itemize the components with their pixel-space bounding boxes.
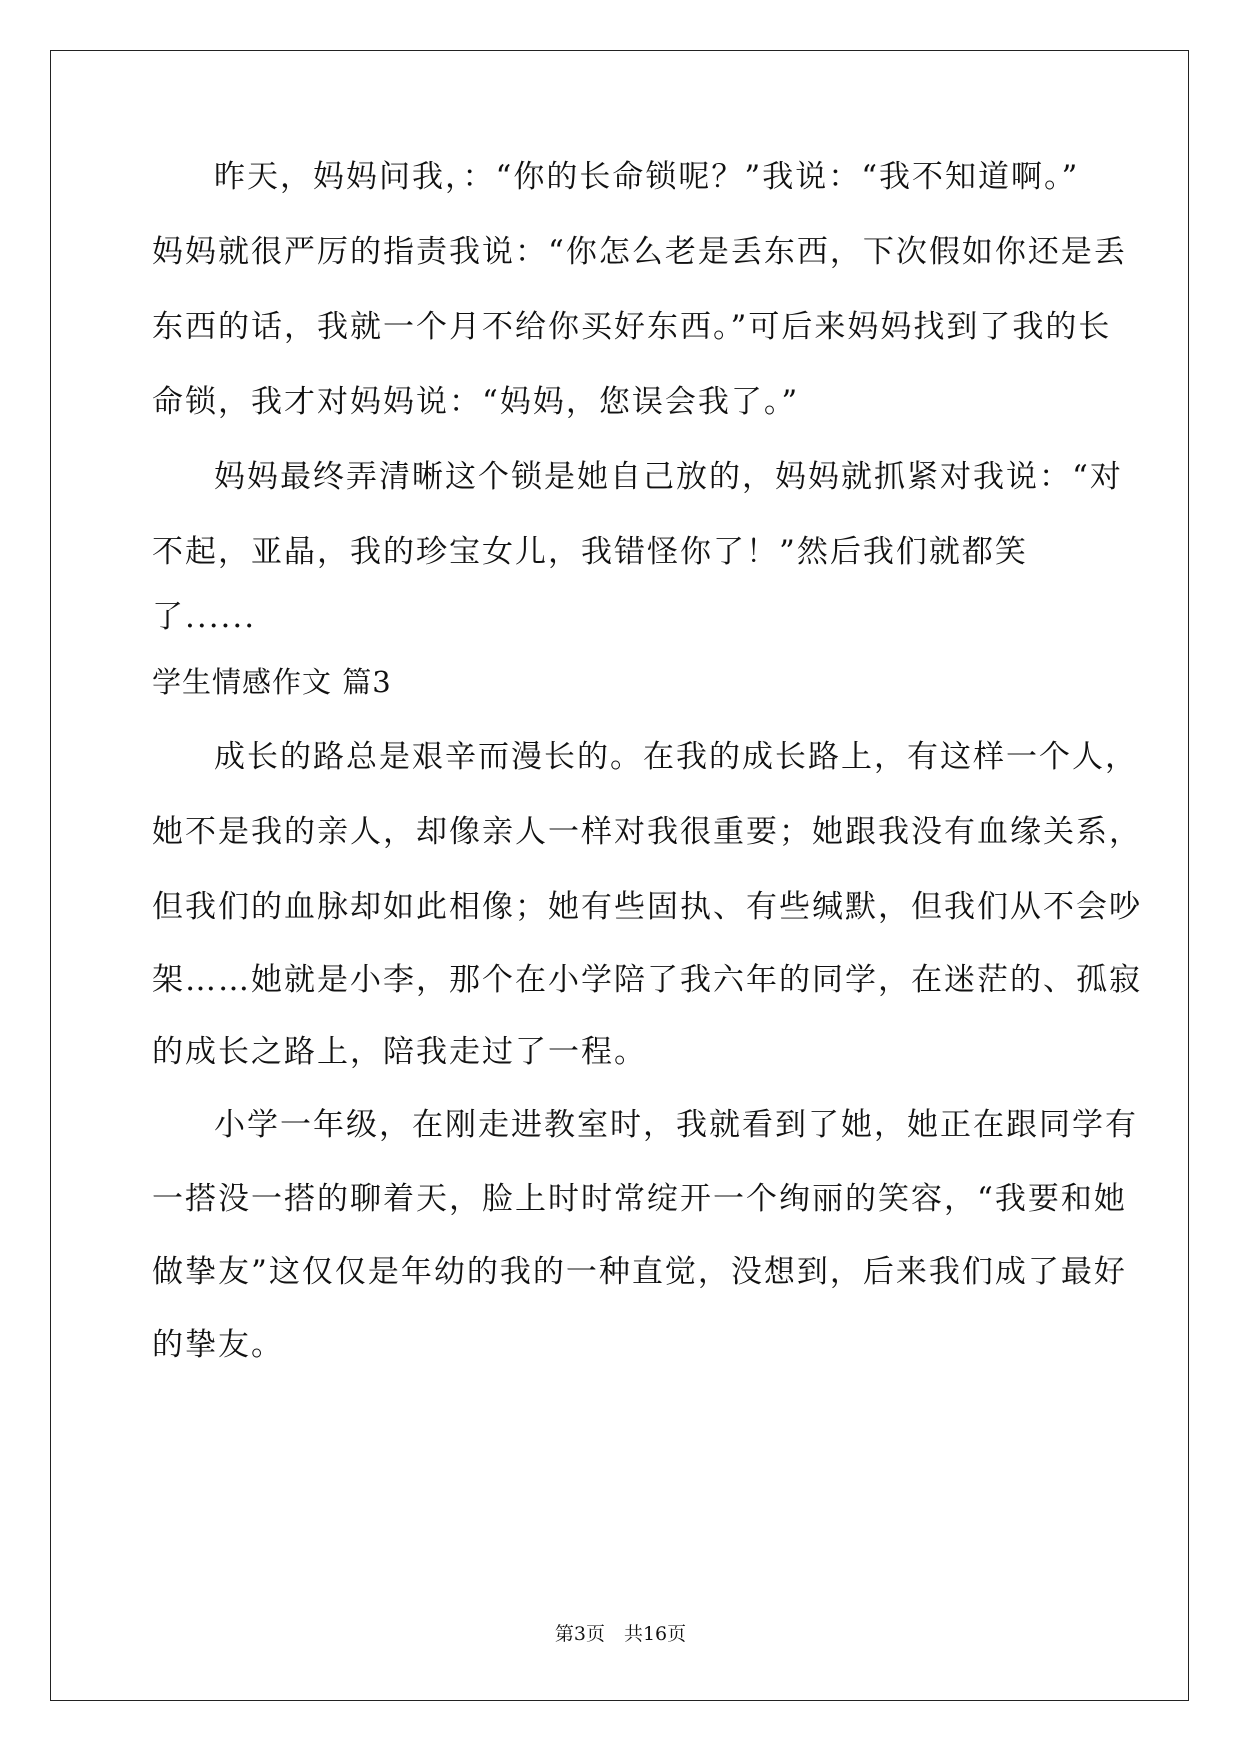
text-line: 的挚友。	[152, 1327, 284, 1363]
text-line: 小学一年级，在刚走进教室时，我就看到了她，她正在跟同学有	[214, 1107, 1138, 1143]
text-line: 做挚友”这仅仅是年幼的我的一种直觉，没想到，后来我们成了最好	[152, 1254, 1127, 1290]
text-line: 妈妈就很严厉的指责我说：“你怎么老是丢东西，下次假如你还是丢	[152, 234, 1127, 270]
text-line: 她不是我的亲人，却像亲人一样对我很重要；她跟我没有血缘关系，	[152, 814, 1142, 850]
text-line: 的成长之路上，陪我走过了一程。	[152, 1034, 647, 1070]
text-line: 一搭没一搭的聊着天，脸上时时常绽开一个绚丽的笑容，“我要和她	[152, 1181, 1127, 1217]
text-line: 了......	[152, 599, 257, 635]
text-line: 不起，亚晶，我的珍宝女儿，我错怪你了！”然后我们就都笑	[152, 534, 1028, 570]
page-number: 第3页 共16页	[554, 1623, 687, 1645]
text-line: 妈妈最终弄清晰这个锁是她自己放的，妈妈就抓紧对我说：“对	[214, 459, 1123, 495]
text-line: 东西的话，我就一个月不给你买好东西。”可后来妈妈找到了我的长	[152, 309, 1112, 345]
page-border	[50, 50, 1189, 1701]
section-heading: 学生情感作文 篇3	[152, 665, 392, 699]
text-line: 命锁，我才对妈妈说：“妈妈，您误会我了。”	[152, 384, 800, 420]
text-line: 成长的路总是艰辛而漫长的。在我的成长路上，有这样一个人，	[214, 739, 1138, 775]
text-line: 架……她就是小李，那个在小学陪了我六年的同学，在迷茫的、孤寂	[152, 962, 1142, 998]
text-line: 但我们的血脉却如此相像；她有些固执、有些缄默，但我们从不会吵	[152, 889, 1142, 925]
text-line: 昨天，妈妈问我，：“你的长命锁呢？”我说：“我不知道啊。”	[214, 159, 1080, 195]
